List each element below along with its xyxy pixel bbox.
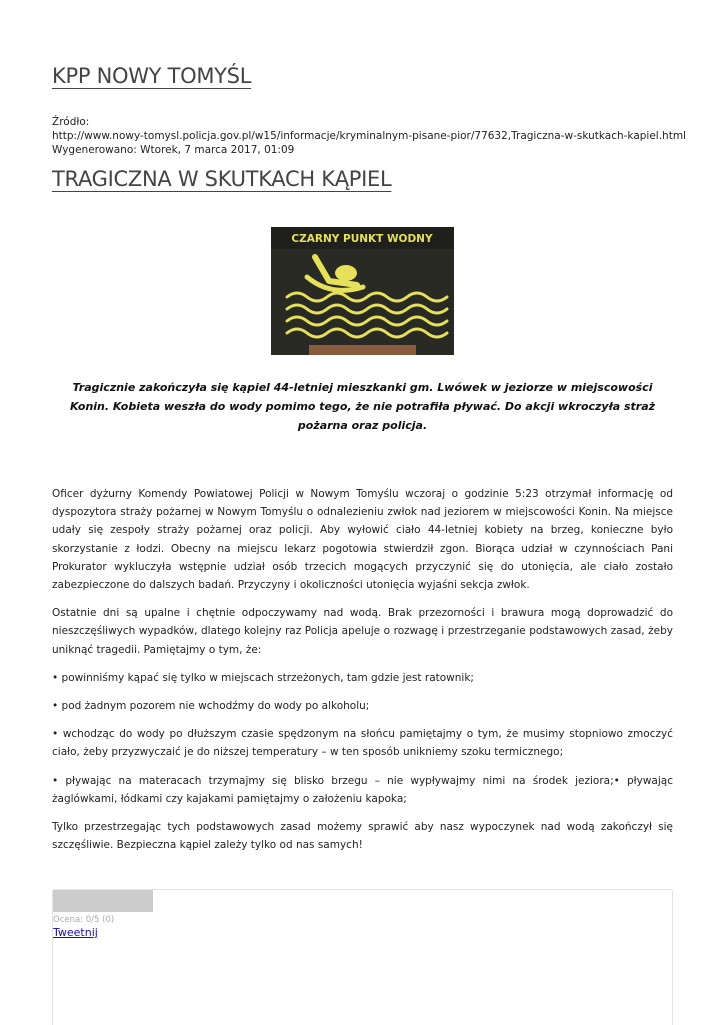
article-body (52, 485, 673, 864)
source-meta (52, 115, 692, 157)
warning-sign-image (271, 227, 454, 355)
article-photo (271, 227, 454, 355)
source-url: http://www.nowy-tomysl.policja.gov.pl/w15/informacje/kryminalnym-pisane-pior/77632,Tragiczna-w-skutkach-kapiel.html (52, 130, 686, 142)
paragraph: Ostatnie dni są upalne i chętnie odpoczywamy nad wodą. Brak przezorności i brawura mogą doprowadzić do nieszczęśliwych wypadków, dlatego kolejny raz Policja apeluje o rozwagę i przestrzeganie podstawowych zasad, żeby uniknąć tragedii. Pamiętajmy o tym, że: (52, 607, 673, 656)
list-item: • pod żadnym pozorem nie wchodźmy do wody po alkoholu; (52, 700, 370, 713)
rating-text: Ocena: 0/5 (0) (53, 915, 115, 925)
list-item: • wchodząc do wody po dłuższym czasie spędzonym na słońcu pamiętajmy o tym, że musimy stopniowo zmoczyć ciało, żeby przyzwyczaić je do niższej temperatury – w ten sposób unikniemy szoku termicznego; (52, 728, 673, 759)
list-item: • powinniśmy kąpać się tylko w miejscach strzeżonych, tam gdzie jest ratownik; (52, 671, 474, 684)
tweet-link[interactable]: Tweetnij (53, 926, 98, 939)
source-label: Źródło: (52, 116, 90, 128)
sign-text: CZARNY PUNKT WODNY (291, 233, 433, 245)
article-title[interactable]: TRAGICZNA W SKUTKACH KĄPIEL (52, 167, 392, 191)
paragraph: Oficer dyżurny Komendy Powiatowej Policji w Nowym Tomyślu wczoraj o godzinie 5:23 otrzymał informację od dyspozytora straży pożarnej w Nowym Tomyślu o odnalezieniu zwłok nad jeziorem w miejscowości Konin. Na miejsce udały się zespoły straży pożarnej oraz policji. Aby wyłowić ciało 44-letniej kobiety na brzeg, konieczne było skorzystanie z łodzi. Obecny na miejscu lekarz pogotowia stwierdził zgon. Biorąca udział w czynnościach Pani Prokurator wykluczyła wstępnie udział osób trzecich mogących przyczynić się do utonięcia, ale ciało zostało zabezpieczone do dalszych badań. Przyczyny i okoliczności utonięcia wyjaśni sekcja zwłok. (52, 488, 673, 592)
article-lead: Tragicznie zakończyła się kąpiel 44-letniej mieszkanki gm. Lwówek w jeziorze w miejscowości Konin. Kobieta weszła do wody pomimo tego, że nie potrafiła pływać. Do akcji wkroczyła straż pożarna oraz policja. (69, 381, 656, 432)
list-item: • pływając na materacach trzymajmy się blisko brzegu – nie wypływajmy nimi na środek jeziora;• pływając żaglówkami, łódkami czy kajakami pamiętajmy o założeniu kapoka; (52, 774, 673, 805)
generated-date: Wygenerowano: Wtorek, 7 marca 2017, 01:09 (52, 144, 295, 156)
rating-stars[interactable] (53, 890, 153, 912)
rating-box (52, 889, 673, 1025)
paragraph: Tylko przestrzegając tych podstawowych zasad możemy sprawić aby nasz wypoczynek nad wodą zakończył się szczęśliwie. Bezpieczna kąpiel zależy tylko od nas samych! (52, 821, 673, 852)
site-title[interactable]: KPP NOWY TOMYŚL (52, 64, 252, 88)
